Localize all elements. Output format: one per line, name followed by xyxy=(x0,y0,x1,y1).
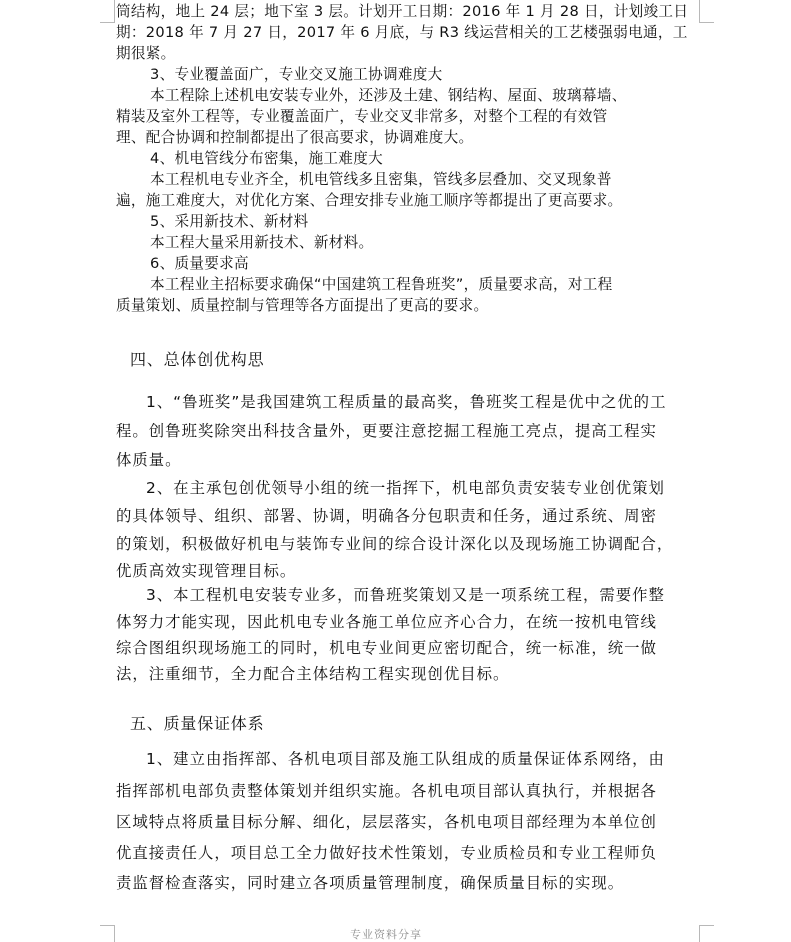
text-line: 本工程业主招标要求确保“中国建筑工程鲁班奖”，质量要求高，对工程 xyxy=(150,276,613,293)
text-line: 法，注重细节，全力配合主体结构工程实现创优目标。 xyxy=(116,665,510,683)
text-line: 1、建立由指挥部、各机电项目部及施工队组成的质量保证体系网络，由 xyxy=(146,750,665,768)
page-corner-mark-bottom-left xyxy=(100,925,115,942)
text-line: 1、“鲁班奖”是我国建筑工程质量的最高奖，鲁班奖工程是优中之优的工 xyxy=(146,393,667,411)
text-line: 理、配合协调和控制都提出了很高要求，协调难度大。 xyxy=(116,129,474,146)
page-corner-mark-top-right xyxy=(699,0,714,23)
text-line: 体质量。 xyxy=(116,451,182,469)
subheading-6: 6、质量要求高 xyxy=(150,255,249,272)
page-footer-text: 专业资料分享 xyxy=(350,928,422,941)
text-line: 的具体领导、组织、部署、协调，明确各分包职责和任务，通过系统、周密 xyxy=(116,507,657,525)
page-corner-mark-top-left xyxy=(100,0,115,23)
subheading-4: 4、机电管线分布密集，施工难度大 xyxy=(150,150,383,167)
section-heading: 五、质量保证体系 xyxy=(130,714,265,733)
subheading-3: 3、专业覆盖面广，专业交叉施工协调难度大 xyxy=(150,66,443,83)
text-line: 本工程除上述机电安装专业外，还涉及土建、钢结构、屋面、玻璃幕墙、 xyxy=(150,87,627,104)
text-line: 指挥部机电部负责整体策划并组织实施。各机电项目部认真执行，并根据各 xyxy=(116,782,657,800)
text-line: 2、在主承包创优领导小组的统一指挥下，机电部负责安装专业创优策划 xyxy=(146,479,665,497)
text-line: 3、本工程机电安装专业多，而鲁班奖策划又是一项系统工程，需要作整 xyxy=(146,586,665,604)
text-line: 的策划，积极做好机电与装饰专业间的综合设计深化以及现场施工协调配合， xyxy=(116,535,674,553)
text-line: 期：2018 年 7 月 27 日，2017 年 6 月底，与 R3 线运营相关的工艺楼强弱电通，工 xyxy=(116,24,688,41)
text-line: 体努力才能实现，因此机电专业各施工单位应齐心合力，在统一按机电管线 xyxy=(116,613,657,631)
text-line: 精装及室外工程等，专业覆盖面广，专业交叉非常多，对整个工程的有效管 xyxy=(116,108,608,125)
text-line: 筒结构，地上 24 层；地下室 3 层。计划开工日期：2016 年 1 月 28 日，计划竣工日 xyxy=(116,3,689,20)
text-line: 责监督检查落实，同时建立各项质量管理制度，确保质量目标的实现。 xyxy=(116,874,625,892)
text-line: 期很紧。 xyxy=(116,45,176,62)
subheading-5: 5、采用新技术、新材料 xyxy=(150,213,309,230)
text-line: 本工程大量采用新技术、新材料。 xyxy=(150,234,374,251)
text-line: 优质高效实现管理目标。 xyxy=(116,562,297,580)
text-line: 区域特点将质量目标分解、细化，层层落实，各机电项目部经理为本单位创 xyxy=(116,813,657,831)
text-line: 程。创鲁班奖除突出科技含量外，更要注意挖掘工程施工亮点，提高工程实 xyxy=(116,422,657,440)
section-heading: 四、总体创优构思 xyxy=(130,350,265,369)
text-line: 综合图组织现场施工的同时，机电专业间更应密切配合，统一标准，统一做 xyxy=(116,639,657,657)
text-line: 遍，施工难度大，对优化方案、合理安排专业施工顺序等都提出了更高要求。 xyxy=(116,192,623,209)
page-corner-mark-bottom-right xyxy=(699,925,714,942)
text-line: 本工程机电专业齐全，机电管线多且密集，管线多层叠加、交叉现象普 xyxy=(150,171,612,188)
text-line: 优直接责任人，项目总工全力做好技术性策划，专业质检员和专业工程师负 xyxy=(116,844,657,862)
text-line: 质量策划、质量控制与管理等各方面提出了更高的要求。 xyxy=(116,297,489,314)
